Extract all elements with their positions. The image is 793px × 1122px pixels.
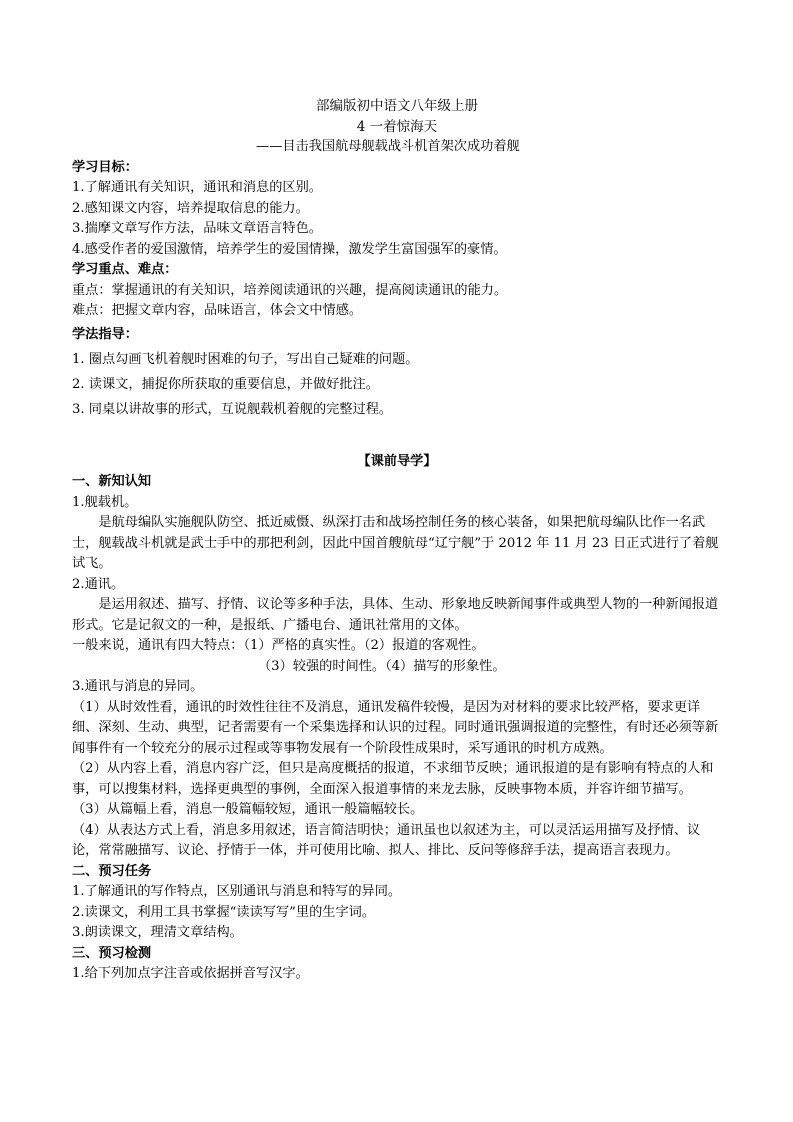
lesson-title: 4 一着惊海天 — [356, 118, 438, 135]
difference-item: （2）从内容上看，消息内容广泛，但只是高度概括的报道，不求细节反映；通讯报道的是有影响有特点的人和事，可以搜集材料，选择更典型的事例，全面深入报道事情的来龙去脉，反映事物本质，并容许细节描写。 — [72, 761, 714, 797]
item2-body: 是运用叙述、描写、抒情、议论等多种手法，具体、生动、形象地反映新闻事件或典型人物的一种新闻报道形式。它是记叙文的一种，是报纸、广播电台、通讯社常用的文体。 — [72, 597, 719, 633]
item2-title: 2.通讯。 — [72, 576, 125, 592]
lesson-subtitle: ——目击我国航母舰载战斗机首架次成功着舰 — [256, 139, 520, 154]
method-item: 3. 同桌以讲故事的形式，互说舰载机着舰的完整过程。 — [72, 401, 393, 417]
method-item: 1. 圈点勾画飞机着舰时困难的句子，写出自己疑难的问题。 — [72, 351, 419, 367]
task-item: 3.朗读课文，理清文章结构。 — [72, 925, 243, 940]
item1-title: 1.舰载机。 — [72, 494, 138, 510]
prestudy-heading: 【课前导学】 — [357, 453, 437, 469]
objective-item: 2.感知课文内容，培养提取信息的能力。 — [72, 200, 309, 216]
keypoint-item: 重点：掌握通讯的有关知识，培养阅读通讯的兴趣，提高阅读通讯的能力。 — [72, 282, 508, 298]
book-title: 部编版初中语文八年级上册 — [316, 98, 478, 114]
difference-item: （3）从篇幅上看，消息一般篇幅较短，通讯一般篇幅较长。 — [72, 802, 424, 817]
objective-item: 3.揣摩文章写作方法，品味文章语言特色。 — [72, 221, 322, 236]
item3-title: 3.通讯与消息的异同。 — [72, 679, 204, 694]
item1-body: 是航母编队实施舰队防空、抵近威慑、纵深打击和战场控制任务的核心装备，如果把航母编队比作一名武士，舰载战斗机就是武士手中的那把利剑，因此中国首艘航母“辽宁舰”于 2012 年 11 月 23 日正式进行了着舰试飞。 — [72, 515, 719, 571]
features-line-1: 一般来说，通讯有四大特点：（1）严格的真实性。（2）报道的客观性。 — [72, 638, 485, 653]
method-item: 2. 读课文，捕捉你所获取的重要信息，并做好批注。 — [72, 376, 379, 392]
section2-heading: 二、预习任务 — [72, 863, 152, 879]
document-page — [72, 96, 722, 985]
method-heading: 学法指导： — [72, 326, 138, 342]
objectives-heading: 学习目标： — [72, 159, 138, 175]
check-item: 1.给下列加点字注音或依据拼音写汉字。 — [72, 966, 309, 981]
task-item: 2.读课文，利用工具书掌握“读读写写”里的生字词。 — [72, 904, 376, 920]
objective-item: 4.感受作者的爱国激情，培养学生的爱国情操，激发学生富国强军的豪情。 — [72, 241, 507, 257]
keypoint-item: 难点：把握文章内容，品味语言，体会文中情感。 — [72, 303, 363, 318]
keypoints-heading: 学习重点、难点： — [72, 262, 178, 277]
section1-heading: 一、新知认知 — [72, 474, 152, 489]
objective-item: 1.了解通讯有关知识，通讯和消息的区别。 — [72, 180, 322, 195]
difference-item: （4）从表达方式上看，消息多用叙述，语言简洁明快；通讯虽也以叙述为主，可以灵活运用描写及抒情、议论，常常融描写、议论、抒情于一体，并可使用比喻、拟人、排比、反问等修辞手法，提高语言表现力。 — [72, 822, 701, 858]
task-item: 1.了解通讯的写作特点，区别通讯与消息和特写的异同。 — [72, 884, 402, 899]
difference-item: （1）从时效性看，通讯的时效性往往不及消息，通讯发稿件较慢，是因为对材料的要求比较严格，要求更详细、深刻、生动、典型，记者需要有一个采集选择和认识的过程。同时通讯强调报道的完整性，有时还必须等新闻事件有一个较充分的展示过程或等事物发展有一个阶段性成果时，采写通讯的时机方成熟。 — [72, 699, 719, 756]
section3-heading: 三、预习检测 — [72, 945, 152, 961]
spacer — [72, 422, 722, 452]
features-line-2: （3）较强的时间性。（4）描写的形象性。 — [258, 658, 506, 674]
